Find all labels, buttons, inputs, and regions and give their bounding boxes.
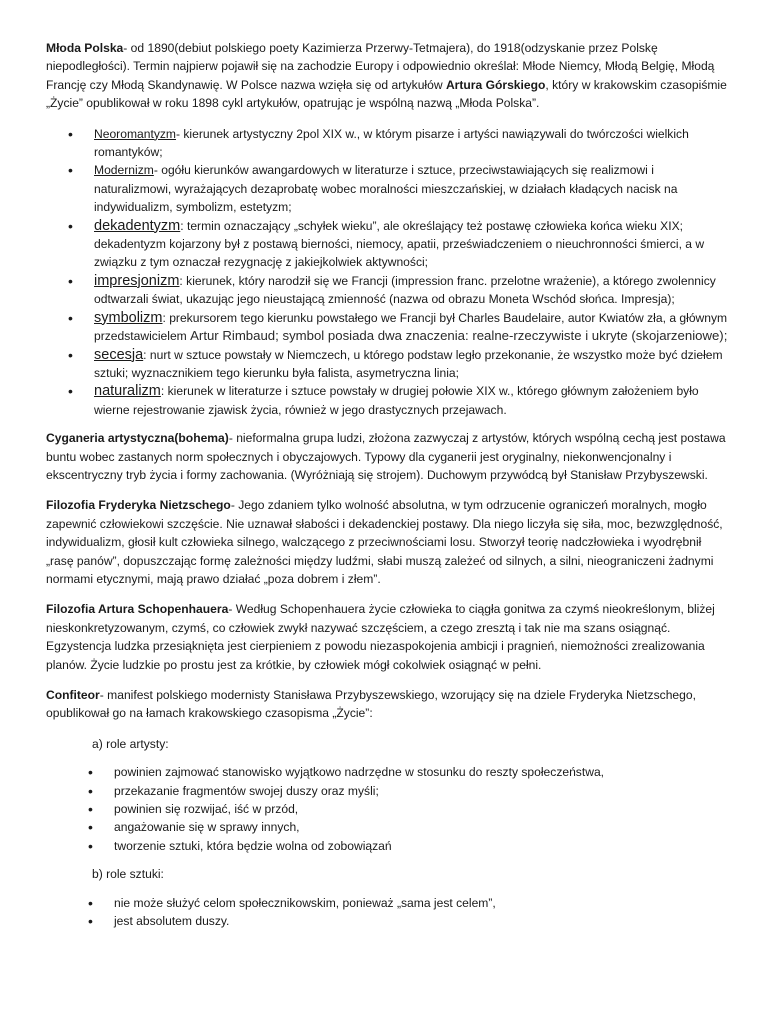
- list-item: • secesja: nurt w sztuce powstały w Niemczech, u którego podstaw legło przekonanie, że wszystko może być dziełem sztuki; wyznacznikiem tego kierunku była falista, asymetryczna linia;: [46, 346, 728, 383]
- list-item: • dekadentyzm: termin oznaczający „schyłek wieku”, ale określający też postawę człowieka końca wieku XIX; dekadentyzm kojarzony był z postawą bierności, niemocy, apatii, przeświadczeniem o nieuchronności śmierci, a w związku z tym oznaczał rezygnację z jakiejkolwiek aktywności;: [46, 217, 728, 272]
- list-item: • jest absolutem duszy.: [86, 912, 728, 930]
- nietzsche-paragraph: Filozofia Fryderyka Nietzschego- Jego zdaniem tylko wolność absolutna, w tym odrzucenie ograniczeń moralnych, mogło zapewnić człowiekowi szczęście. Nie uznawał słabości i dekadenckiej postawy. Dla niego liczyła się siła, moc, bezwzględność, indywidualizm, głosił kult człowieka silnego, walczącego z przeciwnościami losu. Stworzył teorię nadczłowieka i wyodrębnił „rasę panów”, dopuszczając formę zależności między ludźmi, słabi muszą zależeć od silnych, a silni, nieograniczeni żadnymi normami etycznymi, mają prawo działać „poza dobrem i złem”.: [46, 498, 723, 586]
- list-item: • Modernizm- ogółu kierunków awangardowych w literaturze i sztuce, przeciwstawiających się realizmowi i naturalizmowi, wyrażających dezaprobatę wobec moralności mieszczańskiej, w działach kładących nacisk na indywidualizm, symbolizm, estetyzm;: [46, 161, 728, 216]
- list-item: • symbolizm: prekursorem tego kierunku powstałego we Francji był Charles Baudelaire, autor Kwiatów zła, a głównym przedstawicielem Artur Rimbaud; symbol posiada dwa znaczenia: realne-rzeczywiste i ukryte (skojarzeniowe);: [46, 309, 728, 346]
- cyganeria-paragraph: Cyganeria artystyczna(bohema)- nieformalna grupa ludzi, złożona zazwyczaj z artystów, których wspólną cechą jest postawa buntu wobec zastanych norm społecznych i obyczajowych. Typowy dla cyganerii jest oryginalny, niekonwencjonalny i ekscentryczny tryb życia i formy zachowania. (Wyróżniają się strojem). Duchowym przywódcą był Stanisław Przybyszewski.: [46, 431, 726, 482]
- list-item: • impresjonizm: kierunek, który narodził się we Francji (impression franc. przelotne wrażenie), a którego zwolennicy odtwarzali świat, ukazując jego nieustającą zmienność (nazwa od obrazu Moneta Wschód słońca. Impresja);: [46, 272, 728, 309]
- list-item: • powinien zajmować stanowisko wyjątkowo nadrzędne w stosunku do reszty społeczeństwa,: [86, 763, 728, 781]
- artist-roles-heading: a) role artysty:: [92, 736, 169, 751]
- artist-roles-list: [46, 763, 728, 855]
- list-item: • naturalizm: kierunek w literaturze i sztuce powstały w drugiej połowie XIX w., którego głównym założeniem było wierne rejestrowanie zjawisk życia, również w jego drastycznych przejawach.: [46, 382, 728, 419]
- list-item: • powinien się rozwijać, iść w przód,: [86, 800, 728, 818]
- list-item: • angażowanie się w sprawy innych,: [86, 818, 728, 836]
- list-item: • tworzenie sztuki, która będzie wolna od zobowiązań: [86, 837, 728, 855]
- intro-title: Młoda Polska: [46, 41, 124, 55]
- confiteor-paragraph: Confiteor- manifest polskiego modernisty Stanisława Przybyszewskiego, wzorujący się na dziele Fryderyka Nietzschego, opublikował go na łamach krakowskiego czasopisma „Życie”:: [46, 688, 696, 721]
- intro-author: Artura Górskiego: [445, 77, 546, 92]
- list-item: • nie może służyć celom społecznikowskim, ponieważ „sama jest celem”,: [86, 894, 728, 912]
- art-roles-heading: b) role sztuki:: [92, 867, 164, 882]
- list-item: • przekazanie fragmentów swojej duszy oraz myśli;: [86, 782, 728, 800]
- intro-paragraph: Młoda Polska- od 1890(debiut polskiego poety Kazimierza Przerwy-Tetmajera), do 1918(odzyskanie przez Polskę niepodległości). Termin najpierw pojawił się na zachodzie Europy i odpowiednio określał: Młode Niemcy, Młodą Belgię, Młodą Francję czy Młodą Skandynawię. W Polsce nazwa wzięła się od artykułów Artura Górskiego, który w krakowskim czasopiśmie „Życie” opublikował w roku 1898 cykl artykułów, opatrując je wspólną nazwą „Młoda Polska”.: [46, 41, 727, 111]
- art-roles-list: [46, 894, 728, 931]
- list-item: • Neoromantyzm- kierunek artystyczny 2pol XIX w., w którym pisarze i artyści nawiązywali do twórczości wielkich romantyków;: [46, 125, 728, 162]
- schopenhauer-paragraph: Filozofia Artura Schopenhauera- Według Schopenhauera życie człowieka to ciągła gonitwa za czymś nieokreślonym, bliżej nieskonkretyzowanym, czymś, co człowiek zwykł nazywać szczęściem, a czego zresztą i tak nie ma szans osiągnąć. Egzystencja ludzka przesiąknięta jest cierpieniem z powodu niezaspokojenia ambicji i pragnień, niemożności zrealizowania planów. Życie ludzkie po prostu jest za krótkie, by człowiek mógł cokolwiek osiągnąć w pełni.: [46, 602, 715, 672]
- terms-list: [46, 125, 728, 420]
